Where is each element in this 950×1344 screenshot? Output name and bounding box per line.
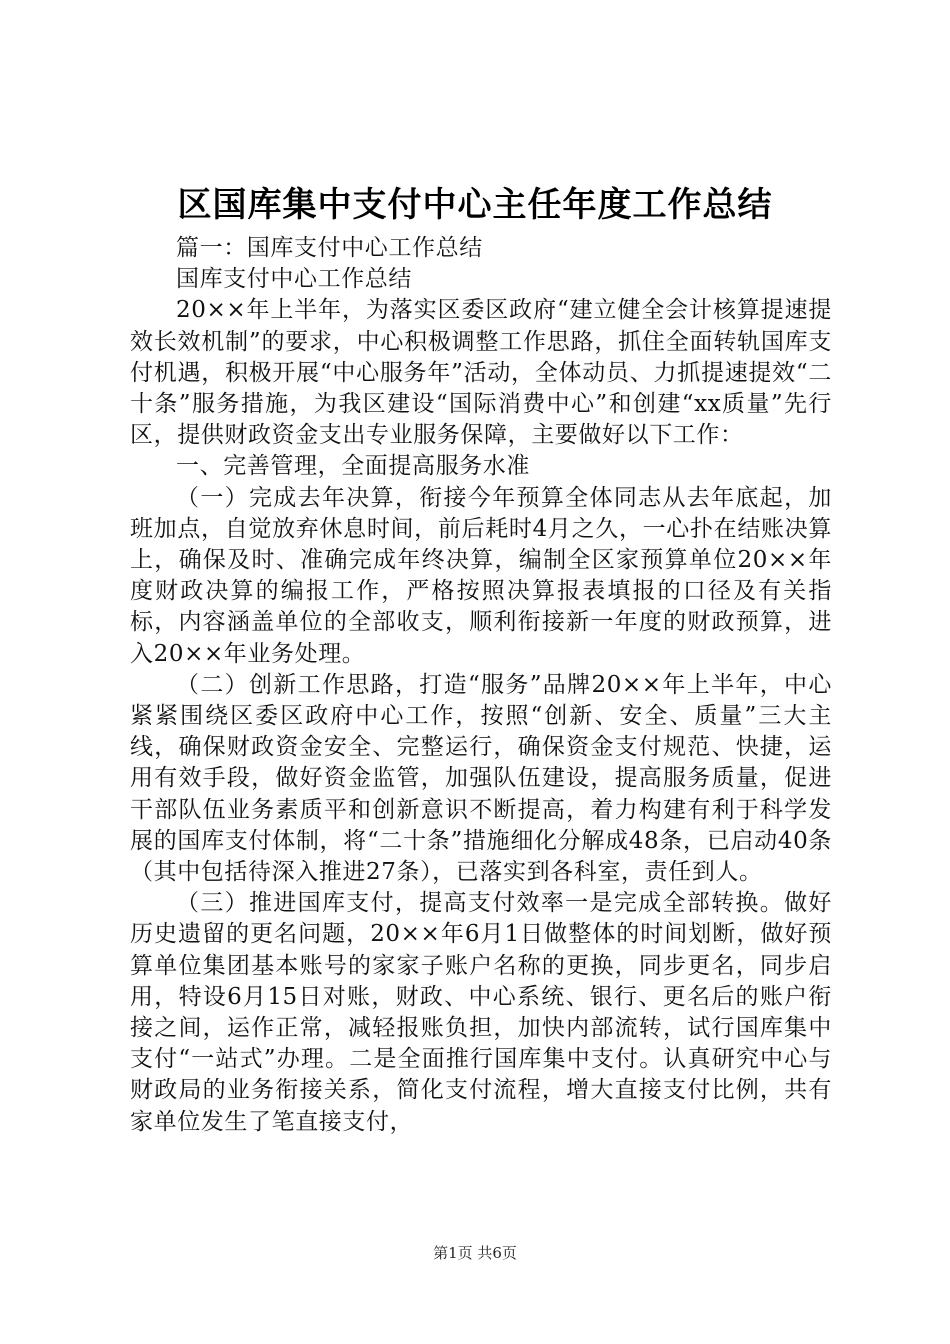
page-number: 第1页 共6页 xyxy=(433,1244,517,1262)
paragraph-section-heading: 篇一：国库支付中心工作总结 xyxy=(176,235,483,261)
paragraph-item-two: （二）创新工作思路，打造“服务”品牌20××年上半年，中心紧紧围绕区委区政府中心工作，按照“创新、安全、质量”三大主线，确保财政资金安全、完整运行，确保资金支付规范、快捷，运用有效手段，做好资金监管，加强队伍建设，提高服务质量，促进干部队伍业务素质平和创新意识不断提高，着力构建有利于科学发展的国库支付体制，将“二十条”措施细化分解成48条，已启动40条（其中包括待深入推进27条），已落实到各科室，责任到人。 xyxy=(130,671,832,886)
paragraph-intro: 20××年上半年，为落实区委区政府“建立健全会计核算提速提效长效机制”的要求，中心积极调整工作思路，抓住全面转轨国库支付机遇，积极开展“中心服务年”活动，全体动员、力抓提速提效“二十条”服务措施，为我区建设“国际消费中心”和创建“xx质量”先行区，提供财政资金支出专业服务保障，主要做好以下工作： xyxy=(130,297,832,449)
paragraph-item-one: （一）完成去年决算，衔接今年预算全体同志从去年底起，加班加点，自觉放弃休息时间，前后耗时4月之久，一心扑在结账决算上，确保及时、准确完成年终决算，编制全区家预算单位20××年度财政决算的编报工作，严格按照决算报表填报的口径及有关指标，内容涵盖单位的全部收支，顺利衔接新一年度的财政预算，进入20××年业务处理。 xyxy=(130,484,832,667)
paragraph-heading-one: 一、完善管理，全面提高服务水准 xyxy=(176,453,530,480)
document-title: 区国库集中支付中心主任年度工作总结 xyxy=(177,185,773,225)
paragraph-item-three: （三）推进国库支付，提高支付效率一是完成全部转换。做好历史遗留的更名问题，20××年6月1日做整体的时间划断，做好预算单位集团基本账号的家家子账户名称的更换，同步更名，同步启用，特设6月15日对账，财政、中心系统、银行、更名后的账户衔接之间，运作正常，减轻报账负担，加快内部流转，试行国库集中支付“一站式”办理。二是全面推行国库集中支付。认真研究中心与财政局的业务衔接关系，简化支付流程，增大直接支付比例，共有家单位发生了笔直接支付， xyxy=(130,890,832,1135)
paragraph-subtitle: 国库支付中心工作总结 xyxy=(176,266,412,293)
document-body xyxy=(130,233,832,1138)
